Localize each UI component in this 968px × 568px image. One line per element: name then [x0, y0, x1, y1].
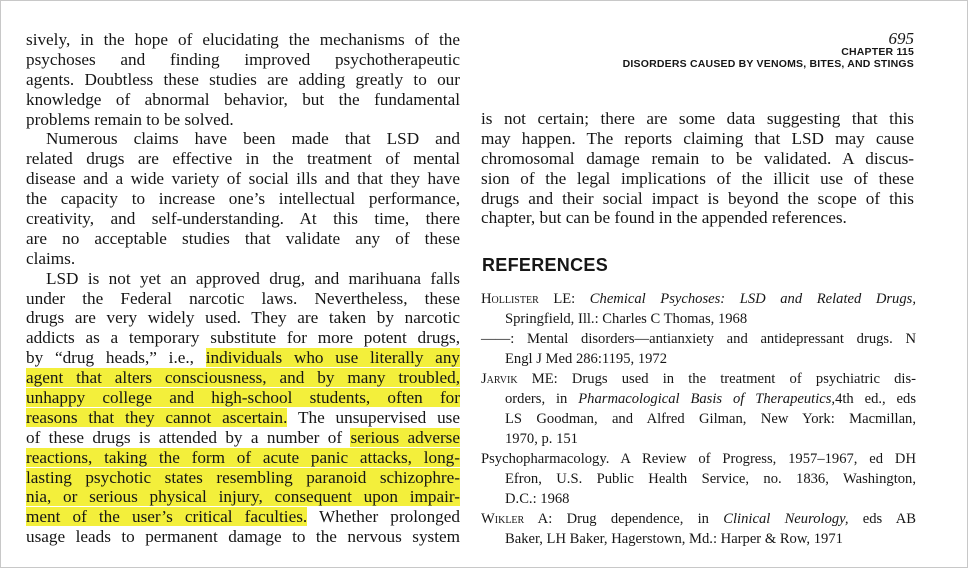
text-line: chapter, but can be found in the appended references. [481, 208, 847, 228]
text-line: problems remain to be solved. [26, 109, 234, 129]
reference-line [481, 289, 916, 309]
text-line: are no acceptable studies that validate any of these [26, 228, 460, 248]
text-line: drugs and their social impact is beyond the scope of this [481, 188, 914, 208]
text-line: under the Federal narcotic laws. Nevertheless, these [26, 288, 460, 308]
reference-line: D.C.: 1968 [505, 491, 570, 507]
text-line [26, 507, 460, 527]
text-line: drugs are very widely used. They are taken by narcotic [26, 308, 460, 328]
reference-text: Drugs used in the treatment of psychiatric dis- [571, 371, 917, 387]
chapter-title: DISORDERS CAUSED BY VENOMS, BITES, AND STINGS [622, 57, 914, 70]
text-line: claims. [26, 248, 76, 268]
reference-author: Wikler A: [481, 511, 553, 527]
text-line: agents. Doubtless these studies are adding greatly to our [26, 69, 460, 89]
highlighted-text: agent that alters consciousness, and by many troubled, [26, 368, 460, 388]
text-line: related drugs are effective in the treatment of mental [26, 149, 460, 169]
reference-title: Chemical Psychoses: LSD and Related Drugs, [589, 291, 916, 307]
reference-line: Springfield, Ill.: Charles C Thomas, 1968 [505, 311, 748, 327]
text-line: knowledge of abnormal behavior, but the fundamental [26, 89, 460, 109]
text-line [26, 428, 460, 448]
text-line: may happen. The reports claiming that LSD may cause [481, 128, 914, 148]
text-line: sion of the legal implications of the illicit use of these [481, 168, 914, 188]
highlighted-text: individuals who use literally any [205, 348, 461, 368]
reference-line: Engl J Med 286:1195, 1972 [505, 351, 668, 367]
right-column-text [481, 109, 914, 228]
reference-title: Pharmacological Basis of Therapeutics, [578, 391, 836, 407]
text-line: is not certain; there are some data suggesting that this [481, 109, 914, 128]
reference-text: eds AB [862, 511, 916, 527]
text-line [26, 487, 460, 507]
text-line [26, 388, 460, 408]
references-heading: REFERENCES [482, 255, 609, 275]
text-line: LSD is not yet an approved drug, and marihuana falls [46, 268, 460, 288]
text-segment: by “drug heads,” i.e., [26, 348, 194, 368]
reference-text: 4th ed., eds [835, 391, 916, 407]
reference-text: orders, in [505, 391, 568, 407]
text-line: addicts as a temporary substitute for more potent drugs, [26, 328, 460, 348]
text-line: sively, in the hope of elucidating the mechanisms of the [26, 30, 460, 49]
text-line: disease and a wide variety of social ills and that they have [26, 169, 460, 189]
reference-line: Baker, LH Baker, Hagerstown, Md.: Harper & Row, 1971 [505, 531, 843, 547]
references-list [481, 289, 916, 549]
highlighted-text: unhappy college and high-school students, often for [26, 388, 460, 408]
reference-line [481, 509, 916, 529]
text-line [26, 348, 460, 368]
reference-line: 1970, p. 151 [505, 431, 578, 447]
text-line [26, 368, 460, 388]
text-line [26, 408, 460, 428]
text-line: the capacity to increase one’s intellectual performance, [26, 189, 460, 209]
text-line: Numerous claims have been made that LSD and [46, 129, 460, 149]
text-line [26, 448, 460, 468]
reference-line: ——: Mental disorders—antianxiety and antidepressant drugs. N [481, 331, 916, 347]
text-line: psychoses and finding improved psychotherapeutic [26, 49, 460, 69]
text-line [26, 468, 460, 488]
chapter-number: CHAPTER 115 [841, 46, 914, 58]
reference-line: LS Goodman, and Alfred Gilman, New York: Macmillan, [505, 411, 916, 427]
reference-line [481, 369, 916, 389]
text-line: usage leads to permanent damage to the nervous system [26, 527, 460, 547]
highlighted-text: nia, or serious physical injury, consequent upon impair- [26, 487, 460, 507]
reference-author: Hollister LE: [481, 291, 576, 307]
highlighted-text: reasons that they cannot ascertain. [26, 407, 288, 427]
left-column-text [26, 30, 460, 547]
highlighted-text: ment of the user’s critical faculties. [26, 507, 308, 527]
highlighted-text: reactions, taking the form of acute panic attacks, long- [26, 447, 460, 467]
running-header [623, 30, 914, 70]
text-segment: The unsupervised use [297, 407, 460, 427]
reference-author: Jarvik ME: [481, 371, 558, 387]
reference-line: Efron, U.S. Public Health Service, no. 1836, Washington, [505, 471, 916, 487]
text-segment: Whether prolonged [319, 507, 460, 527]
reference-text: Drug dependence, in [566, 511, 709, 527]
text-segment: of these drugs is attended by a number of [26, 427, 343, 447]
text-line: chromosomal damage remain to be validated. A discus- [481, 148, 914, 168]
reference-title: Clinical Neurology, [723, 511, 849, 527]
page-number: 695 [888, 29, 914, 48]
reference-line [481, 389, 916, 409]
reference-line: Psychopharmacology. A Review of Progress, 1957–1967, ed DH [481, 451, 916, 467]
highlighted-text: lasting psychotic states resembling paranoid schizophre- [26, 467, 460, 487]
highlighted-text: serious adverse [350, 427, 460, 447]
text-line: creativity, and self-understanding. At this time, there [26, 209, 460, 229]
